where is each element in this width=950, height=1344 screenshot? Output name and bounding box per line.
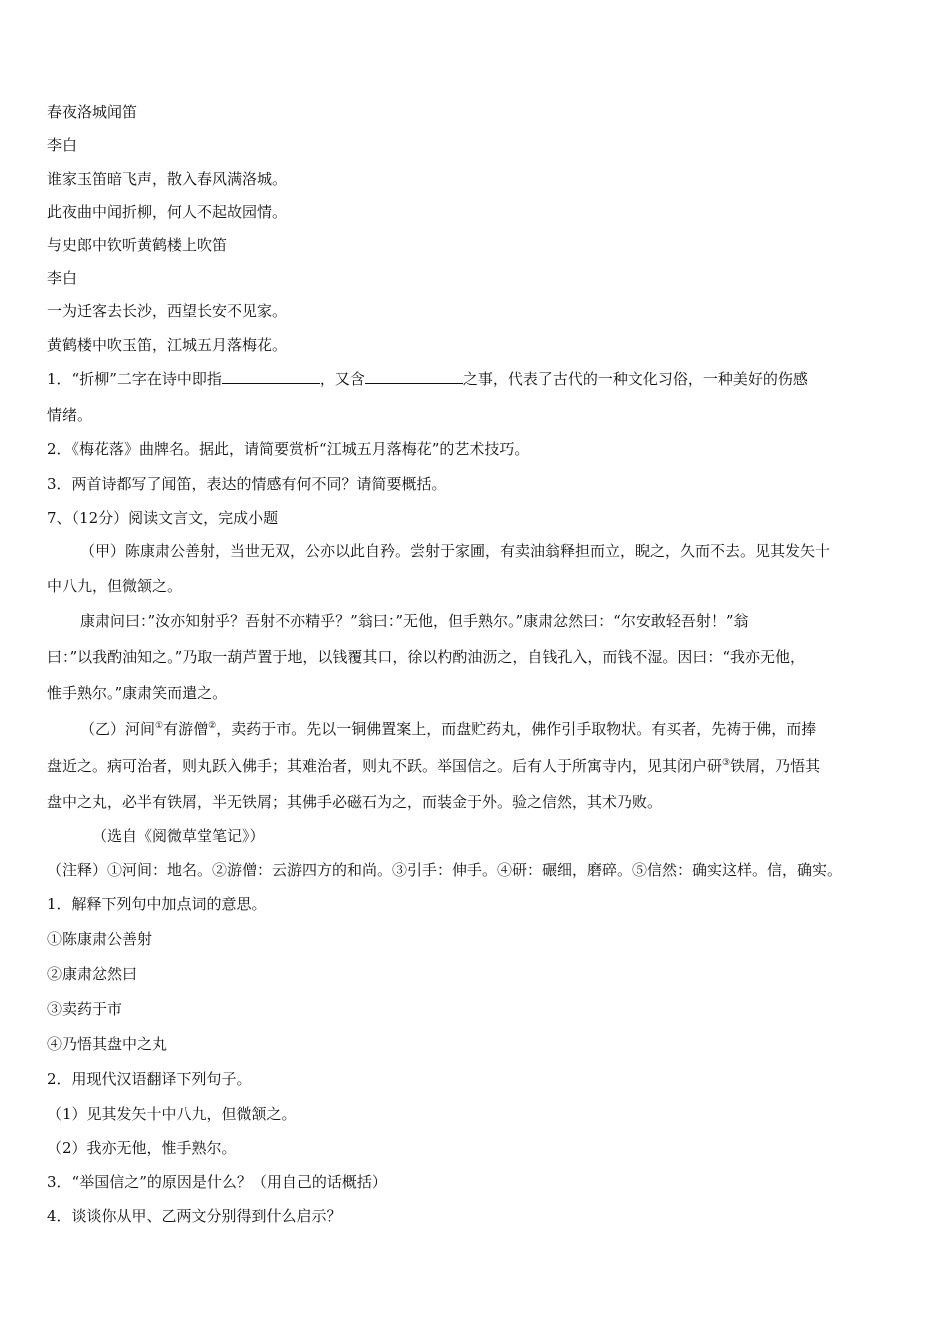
poem-question-3: 3．两首诗都写了闻笛，表达的情感有何不同？请简要概括。 bbox=[47, 475, 447, 493]
poem-question-1: 1．“折柳”二字在诗中即指 ，又含 之事，代表了古代的一种文化习俗，一种美好的伤感 bbox=[47, 370, 808, 388]
yi-paragraph-line-1: （乙）河间①有游僧②，卖药于市。先以一铜佛置案上，而盘贮药丸，佛作引手取物状。有买者，先祷于佛，而捧 bbox=[80, 720, 817, 738]
yi-paragraph-line-3: 盘中之丸，必半有铁屑，半无铁屑；其佛手必磁石为之，而装金于外。验之信然，其术乃败。 bbox=[47, 793, 663, 811]
poem2-line-2: 黄鹤楼中吹玉笛，江城五月落梅花。 bbox=[47, 336, 288, 354]
question-2-item: （1）见其发矢十中八九，但微颔之。 bbox=[47, 1105, 297, 1123]
jia-paragraph-2-line-1: 康肃问曰：”汝亦知射乎？吾射不亦精乎？”翁曰：”无他，但手熟尔。”康肃忿然曰：“尔安敢轻吾射！”翁 bbox=[80, 612, 749, 630]
answer-blank-2[interactable] bbox=[365, 369, 463, 384]
question-2: 2．用现代汉语翻译下列句子。 bbox=[47, 1070, 252, 1088]
jia-paragraph-2-line-2: 曰：”以我酌油知之。”乃取一葫芦置于地，以钱覆其口，徐以杓酌油沥之，自钱孔入，而钱不湿。因曰：“我亦无他， bbox=[47, 648, 806, 666]
yi-paragraph-line-2: 盘近之。病可治者，则丸跃入佛手；其难治者，则丸不跃。举国信之。后有人于所寓寺内，见其闭户研③铁屑，乃悟其 bbox=[47, 757, 821, 775]
poem2-author: 李白 bbox=[47, 269, 78, 287]
jia-paragraph-2-line-3: 惟手熟尔。”康肃笑而遣之。 bbox=[47, 684, 228, 702]
poem-question-2: 2．《梅花落》曲牌名。据此，请简要赏析“江城五月落梅花”的艺术技巧。 bbox=[47, 440, 530, 458]
section7-heading: 7、（12分）阅读文言文，完成小题 bbox=[47, 509, 279, 527]
answer-blank-1[interactable] bbox=[222, 369, 320, 384]
poem1-title: 春夜洛城闻笛 bbox=[47, 103, 138, 121]
question-1-item: ②康肃忿然曰 bbox=[47, 965, 138, 983]
question-4: 4．谈谈你从甲、乙两文分别得到什么启示？ bbox=[47, 1207, 342, 1225]
question-1: 1．解释下列句中加点词的意思。 bbox=[47, 895, 267, 913]
poem-question-1-cont: 情绪。 bbox=[47, 406, 93, 424]
question-1-item: ④乃悟其盘中之丸 bbox=[47, 1035, 168, 1053]
question-3: 3．“举国信之”的原因是什么？（用自己的话概括） bbox=[47, 1173, 387, 1191]
poem2-line-1: 一为迁客去长沙，西望长安不见家。 bbox=[47, 302, 288, 320]
question-1-item: ①陈康肃公善射 bbox=[47, 930, 153, 948]
question-2-item: （2）我亦无他，惟手熟尔。 bbox=[47, 1139, 237, 1157]
annotations: （注释）①河间：地名。②游僧：云游四方的和尚。③引手：伸手。④研：碾细，磨碎。⑤信然：确实这样。信，确实。 bbox=[47, 861, 843, 879]
poem1-line-1: 谁家玉笛暗飞声，散入春风满洛城。 bbox=[47, 170, 288, 188]
poem1-author: 李白 bbox=[47, 136, 78, 154]
poem1-line-2: 此夜曲中闻折柳，何人不起故园情。 bbox=[47, 203, 288, 221]
jia-paragraph-1-line-2: 中八九，但微颔之。 bbox=[47, 577, 183, 595]
source-note: （选自《阅微草堂笔记》） bbox=[92, 827, 265, 845]
poem2-title: 与史郎中钦听黄鹤楼上吹笛 bbox=[47, 236, 228, 254]
question-1-item: ③卖药于市 bbox=[47, 1000, 123, 1018]
jia-paragraph-1-line-1: （甲）陈康肃公善射，当世无双，公亦以此自矜。尝射于家圃，有卖油翁释担而立，睨之，久而不去。见其发矢十 bbox=[80, 542, 831, 560]
